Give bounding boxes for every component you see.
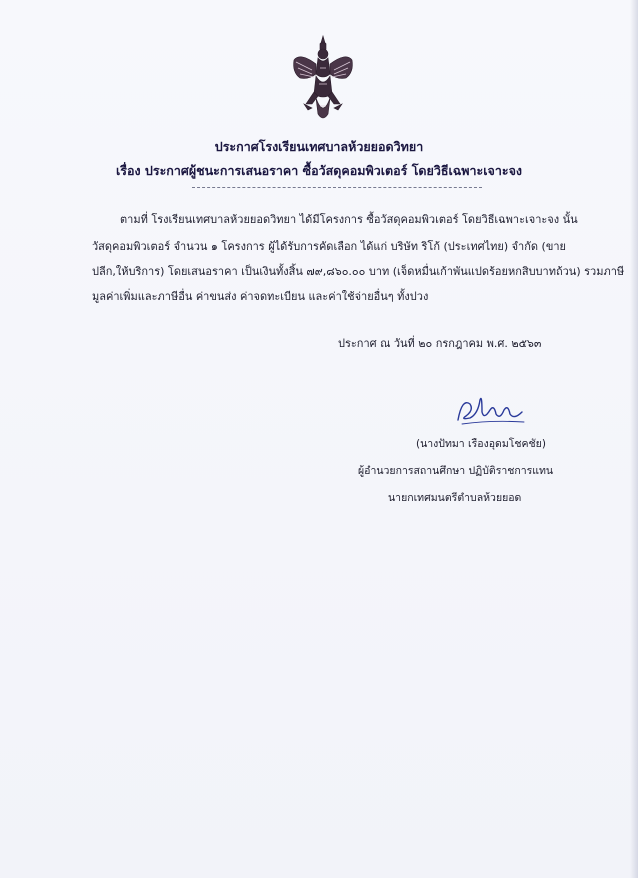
- body-line-3: ปลีก,ให้บริการ) โดยเสนอราคา เป็นเงินทั้งสิ้น ๗๙,๘๖๐.๐๐ บาท (เจ็ดหมื่นเก้าพันแปดร้อยหกสิบบาทถ้วน) รวมภาษี: [92, 265, 625, 278]
- signatory-name: (นางปัทมา เรืองอุดมโชคชัย): [416, 438, 546, 450]
- handwritten-signature-icon: [452, 390, 528, 428]
- announcement-subject: เรื่อง ประกาศผู้ชนะการเสนอราคา ซื้อวัสดุคอมพิวเตอร์ โดยวิธีเฉพาะเจาะจง: [115, 163, 523, 178]
- garuda-emblem-icon: [290, 34, 356, 126]
- announcement-date: ประกาศ ณ วันที่ ๒๐ กรกฎาคม พ.ศ. ๒๕๖๓: [338, 337, 542, 350]
- body-line-4: มูลค่าเพิ่มและภาษีอื่น ค่าขนส่ง ค่าจดทะเบียน และค่าใช้จ่ายอื่นๆ ทั้งปวง: [92, 290, 429, 303]
- body-line-1: ตามที่ โรงเรียนเทศบาลห้วยยอดวิทยา ได้มีโครงการ ซื้อวัสดุคอมพิวเตอร์ โดยวิธีเฉพาะเจาะจง นั้น: [120, 213, 578, 226]
- announcement-title: ประกาศโรงเรียนเทศบาลห้วยยอดวิทยา: [214, 139, 424, 154]
- title-divider: [192, 187, 482, 188]
- body-line-2: วัสดุคอมพิวเตอร์ จำนวน ๑ โครงการ ผู้ได้รับการคัดเลือก ได้แก่ บริษัท ริโก้ (ประเทศไทย) จำกัด (ขาย: [92, 240, 566, 253]
- signatory-position: ผู้อำนวยการสถานศึกษา ปฏิบัติราชการแทน: [358, 465, 554, 477]
- page-edge-shadow: [630, 0, 638, 878]
- signatory-on-behalf: นายกเทศมนตรีตำบลห้วยยอด: [388, 492, 522, 504]
